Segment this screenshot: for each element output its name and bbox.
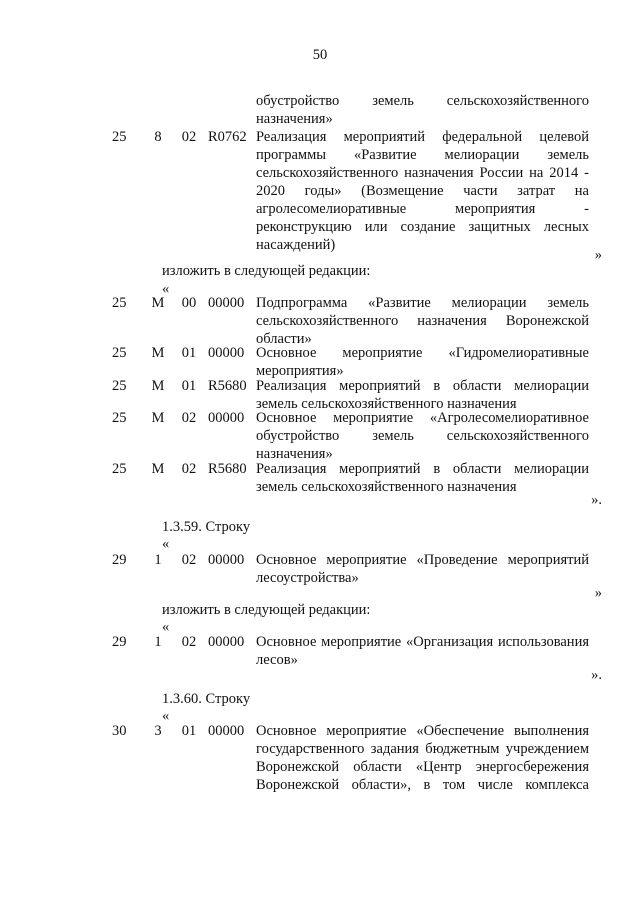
code-col-4: 00000: [208, 345, 245, 361]
text-line: земель сельскохозяйственного назначения: [256, 396, 517, 412]
row-description: [256, 294, 589, 348]
code-col-2: М: [151, 295, 165, 311]
code-col-4: 00000: [208, 723, 245, 739]
closing-quote: ».: [591, 492, 602, 508]
code-col-4: R0762: [208, 129, 247, 145]
code-col-4: 00000: [208, 634, 245, 650]
code-col-1: 25: [112, 295, 127, 311]
text-line: сельскохозяйственного назначения России на 2014 -: [256, 165, 589, 181]
code-col-2: 1: [154, 552, 162, 568]
section-heading: 1.3.59. Строку: [162, 519, 251, 535]
text-line: обустройство земель сельскохозяйственного: [256, 428, 589, 444]
opening-quote: «: [162, 281, 170, 297]
row-description: [256, 551, 589, 587]
text-line: Воронежской области», в том числе комплекса: [256, 777, 589, 793]
code-col-3: 01: [181, 378, 197, 394]
text-line: Реализация мероприятий федеральной целевой: [256, 129, 589, 145]
instruction-text: изложить в следующей редакции:: [162, 263, 371, 279]
code-col-4: 00000: [208, 552, 245, 568]
code-col-2: 1: [154, 634, 162, 650]
text-line: реконструкцию или создание защитных лесных: [256, 219, 589, 235]
text-line: 2020 годы» (Возмещение части затрат на: [256, 183, 589, 199]
row-description: [256, 344, 589, 380]
text-line: программы «Развитие мелиорации земель: [256, 147, 589, 163]
code-col-1: 29: [112, 634, 127, 650]
code-col-3: 02: [181, 410, 197, 426]
page-number: 50: [312, 47, 328, 63]
text-line: Основное мероприятие «Организация использования: [256, 634, 589, 650]
code-col-4: R5680: [208, 378, 247, 394]
code-col-3: 01: [181, 723, 197, 739]
code-col-1: 25: [112, 129, 127, 145]
code-col-2: 8: [154, 129, 162, 145]
text-line: обустройство земель сельскохозяйственного: [256, 93, 589, 109]
text-line: Подпрограмма «Развитие мелиорации земель: [256, 295, 589, 311]
opening-quote: «: [162, 536, 170, 552]
code-col-2: М: [151, 378, 165, 394]
code-col-1: 25: [112, 410, 127, 426]
text-line: области»: [256, 331, 312, 347]
row-description: [256, 377, 589, 413]
opening-quote: «: [162, 708, 170, 724]
code-col-1: 30: [112, 723, 127, 739]
code-col-1: 25: [112, 461, 127, 477]
continuation-text: [256, 92, 589, 128]
code-col-2: 3: [154, 723, 162, 739]
instruction-text: изложить в следующей редакции:: [162, 602, 371, 618]
text-line: Реализация мероприятий в области мелиорации: [256, 461, 589, 477]
text-line: мероприятия»: [256, 363, 344, 379]
code-col-1: 25: [112, 378, 127, 394]
code-col-1: 25: [112, 345, 127, 361]
text-line: Реализация мероприятий в области мелиорации: [256, 378, 589, 394]
code-col-3: 02: [181, 634, 197, 650]
section-heading: 1.3.60. Строку: [162, 691, 251, 707]
text-line: Основное мероприятие «Обеспечение выполнения: [256, 723, 589, 739]
text-line: Основное мероприятие «Проведение мероприятий: [256, 552, 589, 568]
text-line: сельскохозяйственного назначения Воронежской: [256, 313, 589, 329]
code-col-3: 02: [181, 129, 197, 145]
code-col-4: 00000: [208, 295, 245, 311]
code-col-3: 01: [181, 345, 197, 361]
closing-quote: ».: [591, 667, 602, 683]
code-col-4: R5680: [208, 461, 247, 477]
text-line: Основное мероприятие «Агролесомелиоративное: [256, 410, 589, 426]
code-col-2: М: [151, 345, 165, 361]
row-description: [256, 633, 589, 669]
text-line: агролесомелиоративные мероприятия -: [256, 201, 589, 217]
row-description: [256, 460, 589, 496]
text-line: государственного задания бюджетным учреждением: [256, 741, 589, 757]
text-line: Основное мероприятие «Гидромелиоративные: [256, 345, 589, 361]
code-col-2: М: [151, 410, 165, 426]
text-line: земель сельскохозяйственного назначения: [256, 479, 517, 495]
text-line: лесоустройства»: [256, 570, 359, 586]
text-line: назначения»: [256, 111, 333, 127]
closing-quote: »: [594, 585, 602, 601]
code-col-2: М: [151, 461, 165, 477]
code-col-4: 00000: [208, 410, 245, 426]
text-line: насаждений): [256, 237, 336, 253]
text-line: Воронежской области «Центр энергосбережения: [256, 759, 589, 775]
text-line: лесов»: [256, 652, 298, 668]
opening-quote: «: [162, 619, 170, 635]
closing-quote: »: [594, 247, 602, 263]
text-line: назначения»: [256, 446, 333, 462]
code-col-3: 02: [181, 552, 197, 568]
row-description: [256, 128, 589, 254]
row-description: [256, 409, 589, 463]
code-col-1: 29: [112, 552, 127, 568]
code-col-3: 02: [181, 461, 197, 477]
code-col-3: 00: [181, 295, 197, 311]
row-description: [256, 722, 589, 794]
